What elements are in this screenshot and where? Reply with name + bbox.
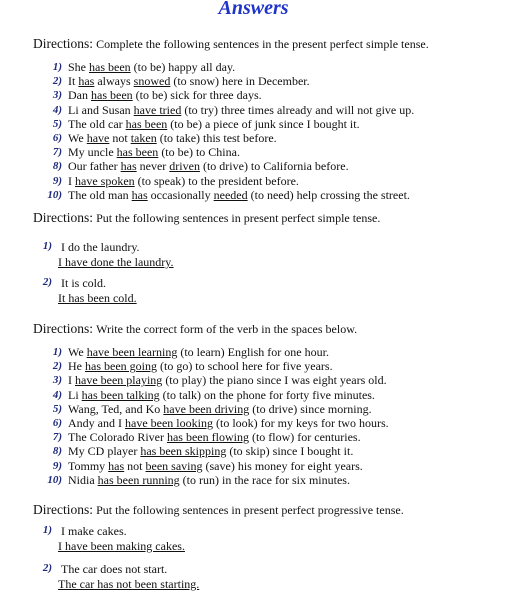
sentence (68, 430, 361, 444)
question-sentence: The car does not start. (61, 562, 168, 576)
answer-verb: have tried (133, 102, 182, 117)
sentence (68, 159, 349, 173)
sentence-text: (to go) to school here for five years. (156, 359, 333, 374)
answer-verb: has been running (97, 472, 180, 487)
sentence-text: (save) his money for eight years. (202, 458, 363, 473)
sentence-text: not (124, 458, 146, 473)
answer-sentence: I have been making cakes. (58, 539, 185, 553)
sentence (68, 459, 363, 473)
answer-verb: has been (89, 60, 131, 74)
sentence (68, 416, 389, 430)
item-number: 3) (52, 374, 62, 387)
item-number: 8) (52, 445, 62, 458)
answer-verb: have been looking (125, 415, 213, 430)
sentence-text: (to play) the piano since I was eight years old. (162, 373, 387, 388)
sentence (68, 373, 387, 387)
item-number: 1) (52, 346, 62, 358)
sentence-text: (to look) for my keys for two hours. (212, 415, 389, 430)
sentence-text: Tommy (68, 458, 109, 473)
item-number: 1) (42, 240, 52, 252)
directions-text: Put the following sentences in present perfect progressive tense. (96, 503, 404, 517)
item-number: 8) (52, 160, 62, 173)
sentence-text: Li (68, 387, 82, 402)
answer-verb: has (120, 159, 137, 174)
sentence-text: (to talk) on the phone for forty five minutes. (159, 387, 375, 402)
sentence (68, 444, 353, 458)
answer-verb: has been talking (81, 387, 160, 402)
answer-sentence: I have done the laundry. (58, 255, 174, 269)
answer-verb: taken (130, 130, 157, 145)
item-number: 2) (42, 276, 52, 288)
sentence-text: He (68, 359, 85, 374)
directions-label: Directions: (33, 210, 93, 225)
sentence-text: (to run) in the race for six minutes. (179, 472, 350, 487)
directions-4 (33, 502, 404, 518)
item-number: 6) (52, 416, 62, 429)
answer-verb: have (86, 130, 110, 145)
answer-verb: have been learning (86, 345, 178, 359)
sentence-text: (to snow) here in December. (170, 74, 310, 89)
sentence-text: Li and Susan (68, 102, 134, 117)
answer-verb: has been (91, 88, 133, 103)
answer-verb: has been flowing (166, 430, 249, 445)
sentence-text: We (68, 345, 87, 359)
answer-verb: have spoken (75, 173, 135, 188)
question-sentence: I make cakes. (61, 524, 127, 538)
sentence-text: (to take) this test before. (156, 130, 277, 145)
answer-verb: has been going (85, 359, 157, 374)
sentence-text: Nidia (68, 472, 98, 487)
answer-verb: has been skipping (140, 444, 227, 459)
sentence-text: (to be) sick for three days. (132, 88, 262, 103)
item-number: 4) (52, 103, 62, 116)
item-number: 9) (52, 459, 62, 472)
sentence-text: (to be) a piece of junk since I bought it. (167, 116, 360, 131)
answer-verb: have been playing (75, 373, 163, 388)
sentence-text: Andy and I (68, 415, 125, 430)
sentence-text: always (94, 74, 134, 89)
sentence-text: (to be) happy all day. (130, 60, 236, 74)
answer-verb: needed (213, 187, 248, 202)
item-number: 5) (52, 402, 62, 415)
answer-verb: has (78, 74, 95, 89)
item-number: 6) (52, 131, 62, 144)
sentence (68, 131, 277, 145)
sentence (68, 473, 350, 487)
sentence-text: occasionally (147, 187, 214, 202)
item-number: 7) (52, 431, 62, 444)
answer-verb: has (108, 458, 125, 473)
answer-verb: been saving (145, 458, 203, 473)
sentence (68, 145, 240, 159)
sentence (68, 359, 333, 373)
sentence (68, 174, 299, 188)
answer-sentence: It has been cold. (58, 291, 137, 305)
sentence-text: I (68, 173, 75, 188)
directions-label: Directions: (33, 502, 93, 517)
item-number: 10) (47, 188, 62, 201)
item-number: 1) (42, 524, 52, 536)
sentence-text: I (68, 373, 75, 388)
sentence-text: Dan (68, 88, 91, 103)
answer-verb: have been driving (163, 401, 250, 416)
sentence (68, 74, 310, 88)
sentence-text: (to drive) since morning. (249, 401, 372, 416)
sentence (68, 388, 375, 402)
directions-label: Directions: (33, 321, 93, 336)
sentence-text: The old car (68, 116, 126, 131)
sentence (68, 103, 414, 117)
sentence-text: (to drive) to California before. (199, 159, 349, 174)
sentence-text: My CD player (68, 444, 141, 459)
answer-verb: driven (169, 159, 200, 174)
sentence-text: The old man (68, 187, 132, 202)
sentence-text: The Colorado River (68, 430, 167, 445)
sentence-text: (to need) help crossing the street. (247, 187, 410, 202)
sentence-text: (to be) to China. (158, 145, 240, 160)
question-sentence: I do the laundry. (61, 240, 140, 254)
sentence (68, 402, 372, 416)
sentence-text: My uncle (68, 145, 117, 160)
sentence-text: (to learn) English for one hour. (177, 345, 329, 359)
sentence-text: never (136, 159, 170, 174)
item-number: 2) (52, 360, 62, 373)
item-number: 1) (52, 61, 62, 73)
sentence-text: It (68, 74, 79, 89)
directions-label: Directions: (33, 36, 93, 51)
answer-verb: has been (116, 145, 159, 160)
sentence-text: (to flow) for centuries. (248, 430, 361, 445)
sentence-text: (to speak) to the president before. (134, 173, 299, 188)
directions-1 (33, 36, 429, 52)
sentence (68, 188, 410, 202)
sentence-text: Wang, Ted, and Ko (68, 401, 164, 416)
directions-2 (33, 210, 380, 226)
answer-verb: snowed (133, 74, 171, 89)
sentence-text: Our father (68, 159, 121, 174)
item-number: 4) (52, 388, 62, 401)
item-number: 2) (42, 562, 52, 574)
directions-text: Complete the following sentences in the present perfect simple tense. (96, 37, 429, 51)
sentence-text: (to try) three times already and will not give up. (181, 102, 415, 117)
directions-text: Put the following sentences in present perfect simple tense. (96, 211, 381, 225)
sentence (68, 345, 329, 359)
answer-sentence: The car has not been starting. (58, 577, 200, 591)
sentence-text: (to skip) since I bought it. (226, 444, 354, 459)
item-number: 7) (52, 146, 62, 159)
answer-verb: has been (125, 116, 168, 131)
sentence (68, 88, 262, 102)
directions-text: Write the correct form of the verb in the spaces below. (96, 322, 358, 336)
item-number: 2) (52, 75, 62, 88)
answer-verb: has (131, 187, 148, 202)
item-number: 5) (52, 117, 62, 130)
sentence-text: We (68, 130, 87, 145)
item-number: 10) (47, 473, 62, 486)
sentence (68, 60, 235, 74)
item-number: 9) (52, 174, 62, 187)
page-title: Answers (218, 0, 289, 19)
question-sentence: It is cold. (61, 276, 106, 290)
item-number: 3) (52, 89, 62, 102)
directions-3 (33, 321, 357, 337)
sentence-text: not (109, 130, 131, 145)
sentence (68, 117, 360, 131)
sentence-text: She (68, 60, 89, 74)
